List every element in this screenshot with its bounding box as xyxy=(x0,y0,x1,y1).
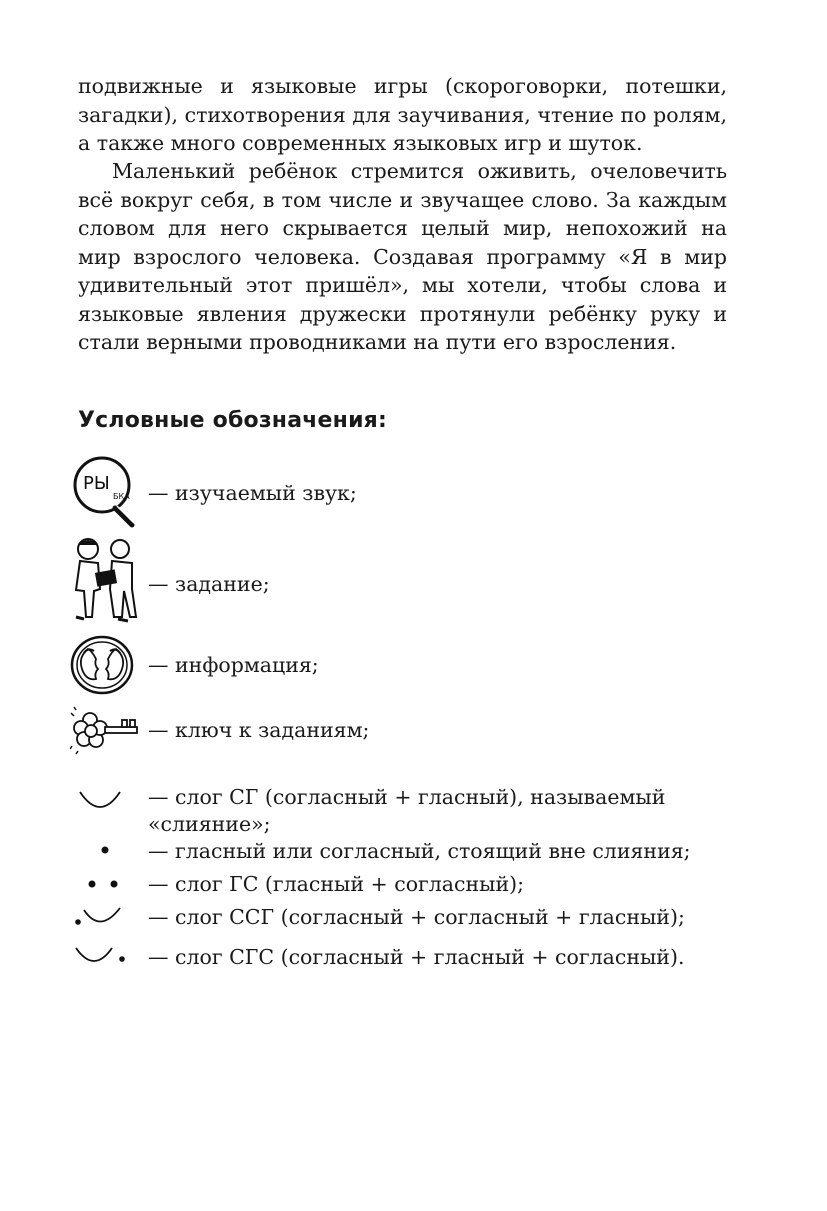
legend-text-arc: — слог СГ (согласный + гласный), называемый «слияние»; xyxy=(148,785,666,836)
legend-text-sound: — изучаемый звук; xyxy=(148,481,357,505)
legend-item-sound xyxy=(70,455,750,530)
dot-arc-symbol-icon xyxy=(70,904,130,934)
legend-text-dot-arc: — слог ССГ (согласный + согласный + гласный); xyxy=(148,905,685,929)
legend-item-info xyxy=(70,635,750,695)
legend-text-task: — задание; xyxy=(148,572,270,596)
legend-item-key xyxy=(70,706,750,756)
flower-key-icon xyxy=(70,706,142,756)
legend-text-two-dots: — слог ГС (гласный + согласный); xyxy=(148,872,525,896)
two-faces-circle-icon xyxy=(70,635,136,695)
svg-text:БКА: БКА xyxy=(113,492,130,501)
paragraph-1: подвижные и языковые игры (скороговорки, потешки, загадки), стихотворения для заучивания, чтение по ролям, а также много современных языковых игр и шуток. xyxy=(78,74,727,155)
two-dots-symbol-icon xyxy=(70,871,130,899)
legend-text-arc-dot: — слог СГС (согласный + гласный + согласный). xyxy=(148,945,685,969)
legend-item-dot xyxy=(70,838,750,866)
paragraph-2: Маленький ребёнок стремится оживить, очеловечить всё вокруг себя, в том числе и звучащее слово. За каждым словом для него скрывается целый мир, непохожий на мир взрослого человека. Создавая программу «Я в мир удивительный этот пришёл», мы хотели, чтобы слова и языковые явления дружески протянули ребёнку руку и стали верными проводниками на пути его взросления. xyxy=(78,159,727,354)
dot-symbol-icon xyxy=(70,838,130,866)
legend-title: Условные обозначения: xyxy=(78,408,388,433)
arc-dot-symbol-icon xyxy=(70,944,130,974)
legend-text-dot: — гласный или согласный, стоящий вне слияния; xyxy=(148,839,691,863)
legend-text-info: — информация; xyxy=(148,653,319,677)
svg-text:РЫ: РЫ xyxy=(83,473,110,494)
two-children-icon xyxy=(70,535,142,623)
magnifier-icon xyxy=(70,455,142,530)
legend-item-two-dots xyxy=(70,871,750,899)
legend-text-key: — ключ к заданиям; xyxy=(148,718,370,742)
legend-item-arc-dot xyxy=(70,944,750,974)
legend-item-dot-arc xyxy=(70,904,750,934)
arc-symbol-icon xyxy=(78,788,138,818)
legend-item-task xyxy=(70,535,750,623)
legend-item-arc xyxy=(70,784,750,840)
